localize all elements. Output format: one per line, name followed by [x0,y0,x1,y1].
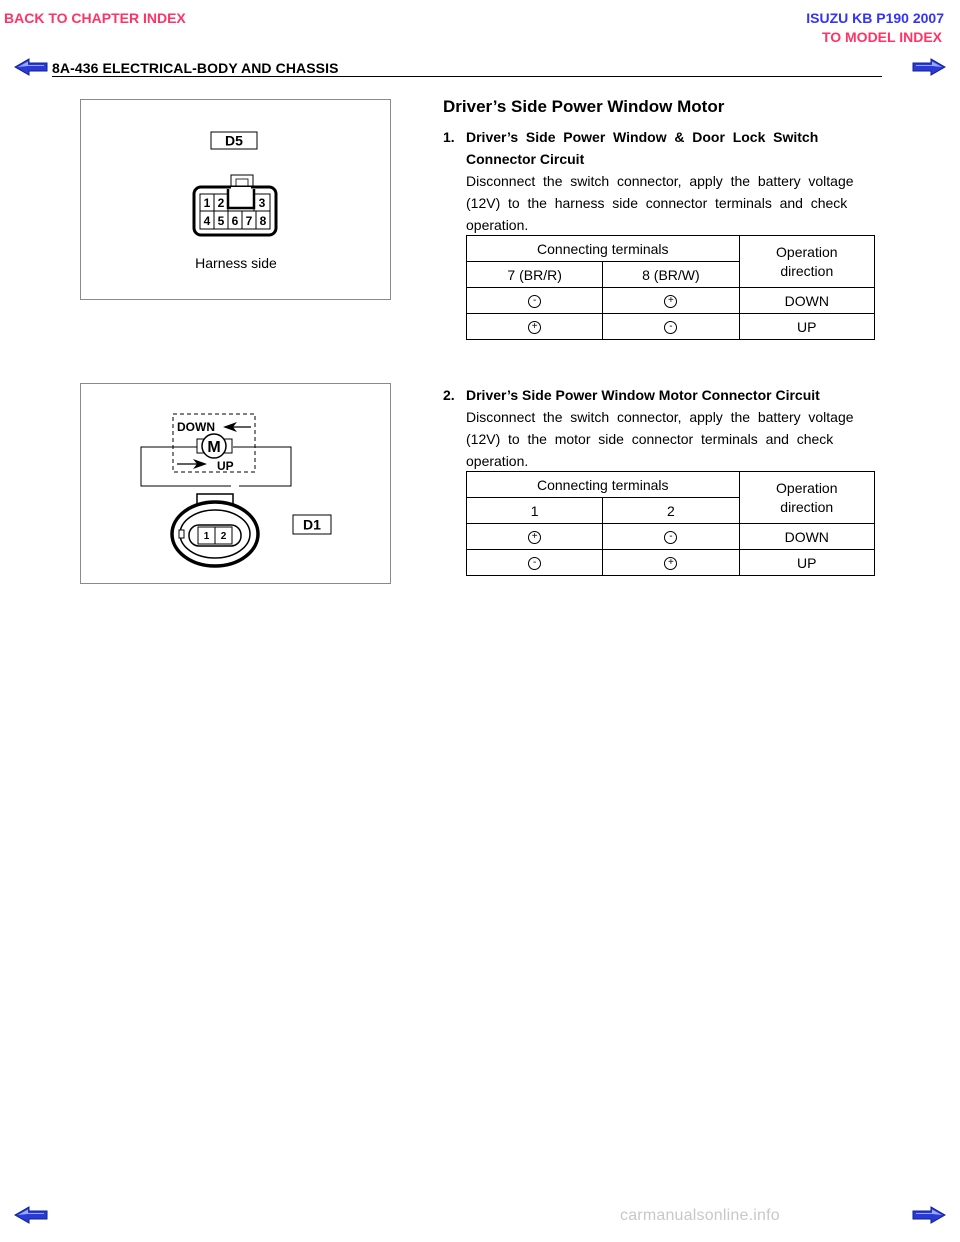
model-title-link[interactable]: ISUZU KB P190 2007 [806,10,944,26]
polarity-symbol: + [528,531,541,544]
table-col-terminal-1: 1 [467,498,603,524]
header-divider [52,76,882,77]
polarity-symbol: - [664,321,677,334]
motor-pin-2: 2 [220,531,227,542]
step-1-body-line1: Disconnect the switch connector, apply the battery voltage [466,173,854,189]
table-group-header: Connecting terminals [467,472,740,498]
op-header-line2: direction [780,262,834,279]
next-page-arrow-bottom-icon[interactable] [911,1205,947,1225]
prev-page-arrow-bottom-icon[interactable] [13,1205,49,1225]
step-1-title-line1: Driver’s Side Power Window & Door Lock Switch [466,129,819,145]
figure-d5-connector [80,99,391,300]
pin-2: 2 [217,196,225,210]
section-title: Driver’s Side Power Window Motor [443,97,725,116]
pin-5: 5 [217,214,225,228]
op-header-line1: Operation [776,243,838,260]
page-header-title: 8A-436 ELECTRICAL-BODY AND CHASSIS [52,60,339,76]
table-row [467,550,875,576]
figure-caption-harness-side: Harness side [195,255,277,271]
operation-direction: DOWN [739,288,874,314]
connector-label-d1: D1 [303,516,321,533]
step-2-body-line3: operation. [466,453,529,469]
op-header-line1: Operation [776,479,838,496]
pin-1: 1 [203,196,211,210]
operation-direction: UP [739,550,874,576]
step-1-terminal-table [466,235,875,340]
step-1-body-line3: operation. [466,217,529,233]
pin-6: 6 [231,214,239,228]
table-group-header: Connecting terminals [467,236,740,262]
motor-pin-1: 1 [203,531,210,542]
table-col-terminal-8: 8 (BR/W) [603,262,739,288]
motor-symbol: M [207,439,221,456]
table-col-terminal-7: 7 (BR/R) [467,262,603,288]
to-model-index-link[interactable]: TO MODEL INDEX [821,29,942,45]
operation-direction: DOWN [739,524,874,550]
polarity-symbol: + [664,295,677,308]
table-col-terminal-2: 2 [603,498,739,524]
step-1-title-line2: Connector Circuit [466,151,585,167]
polarity-symbol: + [528,321,541,334]
pin-3: 3 [258,196,266,210]
pin-4: 4 [203,214,211,228]
figure-d1-motor-connector [80,383,391,584]
polarity-symbol: - [528,295,541,308]
table-op-header [739,472,874,524]
op-header-line2: direction [780,498,834,515]
step-1-number: 1. [443,129,455,145]
table-row [467,524,875,550]
pin-7: 7 [245,214,253,228]
pin-8: 8 [259,214,267,228]
step-2-title: Driver’s Side Power Window Motor Connector Circuit [466,387,820,403]
back-to-chapter-index-link[interactable]: BACK TO CHAPTER INDEX [4,10,186,26]
up-label: UP [217,459,234,473]
prev-page-arrow-icon[interactable] [13,57,49,77]
watermark: carmanualsonline.info [620,1207,780,1224]
polarity-symbol: + [664,557,677,570]
next-page-arrow-icon[interactable] [911,57,947,77]
step-2-terminal-table [466,471,875,576]
table-row [467,288,875,314]
down-label: DOWN [177,420,215,434]
step-2-body-line1: Disconnect the switch connector, apply the battery voltage [466,409,854,425]
table-op-header [739,236,874,288]
operation-direction: UP [739,314,874,340]
step-2-body-line2: (12V) to the motor side connector terminals and check [466,431,834,447]
step-1-body-line2: (12V) to the harness side connector terminals and check [466,195,848,211]
polarity-symbol: - [528,557,541,570]
connector-label-d5: D5 [225,132,243,149]
polarity-symbol: - [664,531,677,544]
table-row [467,314,875,340]
step-2-number: 2. [443,387,455,403]
